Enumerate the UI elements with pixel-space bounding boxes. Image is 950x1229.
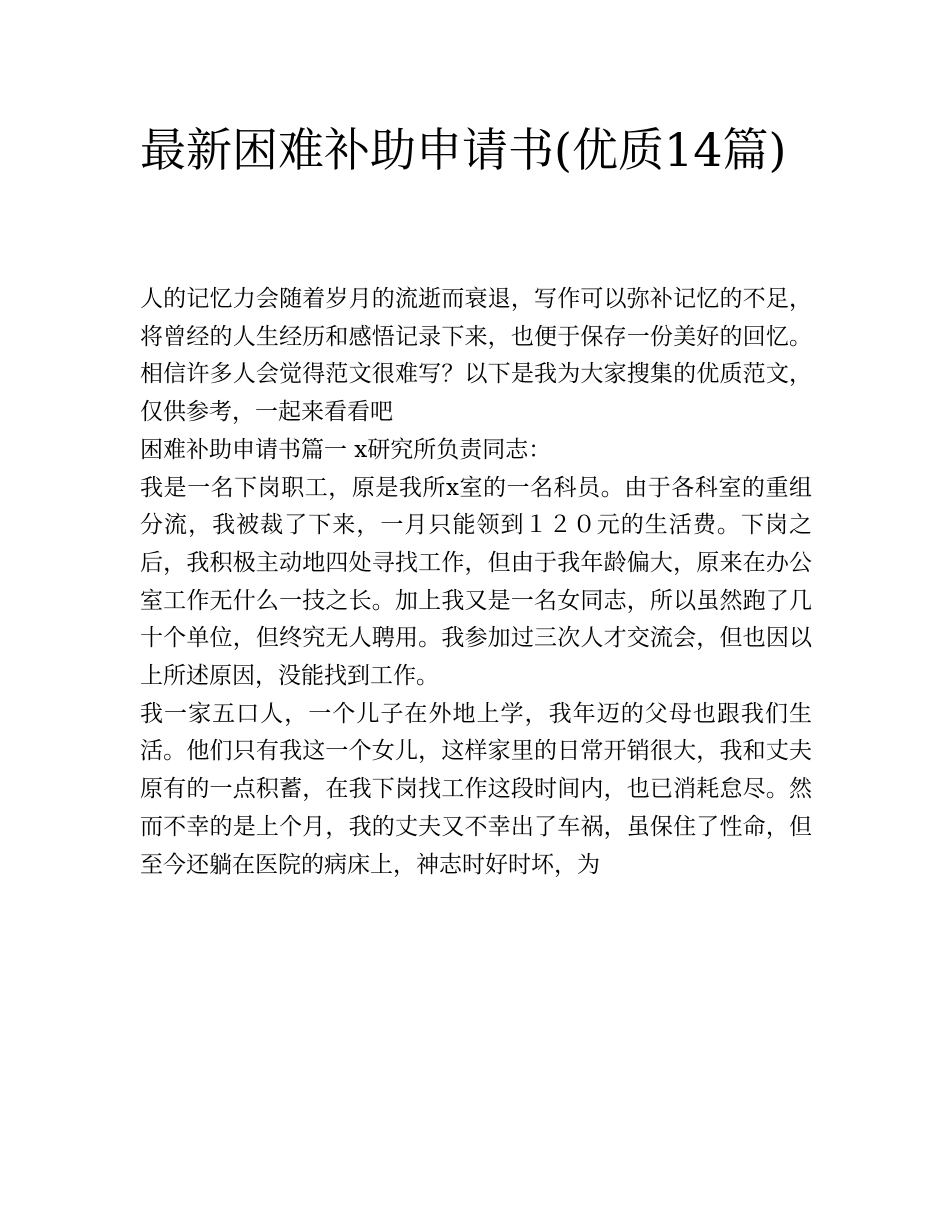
document-body [140, 281, 812, 884]
body-paragraph: 我一家五口人，一个儿子在外地上学，我年迈的父母也跟我们生活。他们只有我这一个女儿，这样家里的日常开销很大，我和丈夫原有的一点积蓄，在我下岗找工作这段时间内，也已消耗怠尽。然而不幸的是上个月，我的丈夫又不幸出了车祸，虽保住了性命，但至今还躺在医院的病床上，神志时好时坏，为 [140, 700, 812, 878]
body-paragraph: 我是一名下岗职工，原是我所x室的一名科员。由于各科室的重组分流，我被裁了下来，一月只能领到１２０元的生活费。下岗之后，我积极主动地四处寻找工作，但由于我年龄偏大，原来在办公室工作无什么一技之长。加上我又是一名女同志，所以虽然跑了几十个单位，但终究无人聘用。我参加过三次人才交流会，但也因以上所述原因，没能找到工作。 [140, 474, 812, 690]
document-title: 最新困难补助申请书(优质14篇) [140, 123, 787, 177]
section-heading-paragraph: 困难补助申请书篇一 x研究所负责同志： [140, 436, 552, 463]
intro-paragraph: 人的记忆力会随着岁月的流逝而衰退，写作可以弥补记忆的不足，将曾经的人生经历和感悟记录下来，也便于保存一份美好的回忆。相信许多人会觉得范文很难写？以下是我为大家搜集的优质范文，仅供参考，一起来看看吧 [140, 286, 812, 426]
